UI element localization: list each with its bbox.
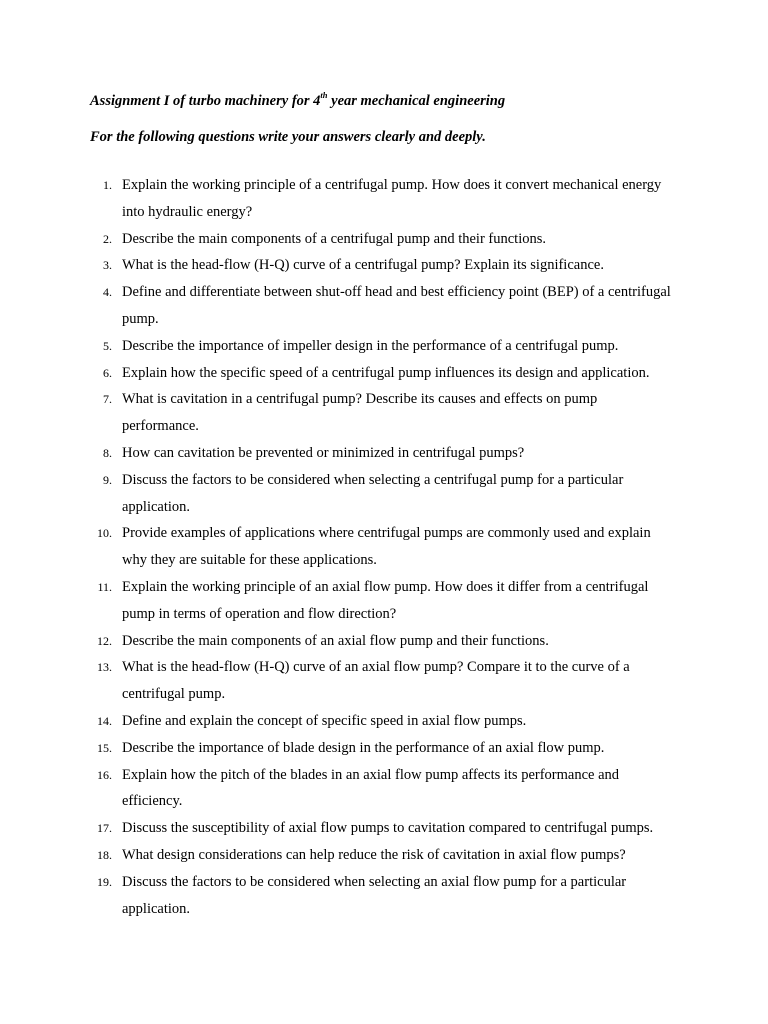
question-text: Discuss the factors to be considered when selecting an axial flow pump for a particular application. bbox=[122, 873, 627, 917]
question-number: 4. bbox=[103, 285, 112, 300]
question-item bbox=[90, 252, 676, 279]
question-item bbox=[90, 440, 676, 467]
question-item bbox=[90, 333, 676, 360]
question-text: How can cavitation be prevented or minimized in centrifugal pumps? bbox=[122, 444, 525, 461]
question-text: Define and differentiate between shut-off head and best efficiency point (BEP) of a centrifugal pump. bbox=[122, 284, 671, 327]
question-number: 3. bbox=[103, 258, 112, 273]
title-suffix: year mechanical engineering bbox=[327, 93, 506, 109]
question-text: What is the head-flow (H-Q) curve of an axial flow pump? Compare it to the curve of a centrifugal pump. bbox=[122, 659, 630, 703]
question-text: Provide examples of applications where centrifugal pumps are commonly used and explain why they are suitable for these applications. bbox=[122, 525, 651, 569]
question-item bbox=[90, 735, 676, 762]
question-item bbox=[90, 172, 676, 226]
question-number: 10. bbox=[97, 526, 112, 541]
question-number: 16. bbox=[97, 767, 112, 782]
question-text: Describe the main components of a centrifugal pump and their functions. bbox=[122, 230, 546, 247]
question-number: 12. bbox=[97, 633, 112, 648]
question-item bbox=[90, 815, 676, 842]
question-text: What is the head-flow (H-Q) curve of a centrifugal pump? Explain its significance. bbox=[122, 257, 604, 274]
title-superscript: th bbox=[320, 90, 328, 101]
question-text: Describe the main components of an axial flow pump and their functions. bbox=[122, 632, 549, 649]
question-text: What is cavitation in a centrifugal pump? Describe its causes and effects on pump performance. bbox=[122, 391, 598, 435]
question-number: 7. bbox=[103, 392, 112, 407]
question-text: Explain how the specific speed of a centrifugal pump influences its design and application. bbox=[122, 364, 650, 381]
question-text: What design considerations can help reduce the risk of cavitation in axial flow pumps? bbox=[122, 846, 626, 863]
assignment-instruction: For the following questions write your answers clearly and deeply. bbox=[90, 129, 486, 145]
question-item bbox=[90, 574, 676, 628]
question-number: 14. bbox=[97, 713, 112, 728]
question-item bbox=[90, 869, 676, 923]
question-number: 19. bbox=[97, 874, 112, 889]
question-number: 8. bbox=[103, 445, 112, 460]
question-item bbox=[90, 360, 676, 387]
question-number: 17. bbox=[97, 821, 112, 836]
question-list bbox=[90, 172, 676, 922]
question-text: Describe the importance of blade design in the performance of an axial flow pump. bbox=[122, 739, 605, 756]
question-number: 18. bbox=[97, 847, 112, 862]
question-item bbox=[90, 386, 676, 440]
question-item bbox=[90, 842, 676, 869]
question-text: Explain the working principle of an axial flow pump. How does it differ from a centrifugal pump in terms of operation and flow direction? bbox=[122, 578, 649, 622]
question-number: 2. bbox=[103, 231, 112, 246]
question-item bbox=[90, 762, 676, 816]
question-number: 5. bbox=[103, 338, 112, 353]
question-text: Discuss the factors to be considered when selecting a centrifugal pump for a particular application. bbox=[122, 471, 624, 515]
question-item bbox=[90, 467, 676, 521]
question-item bbox=[90, 520, 676, 574]
question-number: 13. bbox=[97, 660, 112, 675]
question-number: 9. bbox=[103, 472, 112, 487]
question-item bbox=[90, 654, 676, 708]
question-text: Explain how the pitch of the blades in an axial flow pump affects its performance and efficiency. bbox=[122, 766, 620, 810]
question-item bbox=[90, 708, 676, 735]
title-prefix: Assignment I of turbo machinery for 4 bbox=[90, 93, 321, 109]
assignment-title bbox=[90, 91, 676, 111]
question-item bbox=[90, 226, 676, 253]
question-item bbox=[90, 628, 676, 655]
question-text: Describe the importance of impeller design in the performance of a centrifugal pump. bbox=[122, 337, 619, 354]
question-text: Explain the working principle of a centrifugal pump. How does it convert mechanical energy into hydraulic energy? bbox=[122, 177, 662, 220]
question-number: 15. bbox=[97, 740, 112, 755]
question-text: Define and explain the concept of specific speed in axial flow pumps. bbox=[122, 712, 527, 729]
question-number: 11. bbox=[97, 579, 112, 594]
question-number: 1. bbox=[103, 178, 112, 192]
question-item bbox=[90, 279, 676, 333]
question-text: Discuss the susceptibility of axial flow pumps to cavitation compared to centrifugal pumps. bbox=[122, 820, 654, 837]
question-number: 6. bbox=[103, 365, 112, 380]
